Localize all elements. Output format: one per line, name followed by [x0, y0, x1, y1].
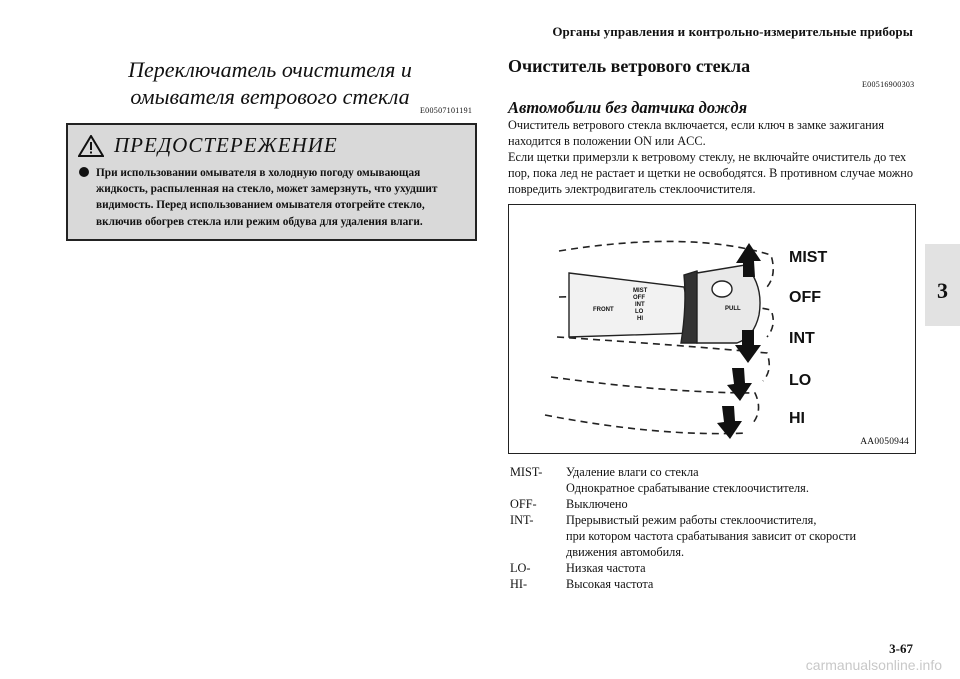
figure-label-hi: HI: [789, 410, 805, 427]
legend-key: OFF-: [510, 497, 537, 511]
legend-key: HI-: [510, 577, 528, 591]
wiper-stalk-figure: [508, 204, 916, 454]
wiper-code: E00516900303: [862, 80, 915, 89]
stalk-lo-label: LO: [635, 309, 644, 315]
legend-line: Прерывистый режим работы стеклоочистителя,: [566, 513, 817, 527]
stalk-front-label: FRONT: [593, 307, 614, 313]
stalk-pull-label: PULL: [725, 306, 741, 312]
legend-description: [566, 576, 920, 592]
section-title-line1: Переключатель очистителя и: [128, 57, 412, 82]
page-number: 3-67: [889, 641, 913, 656]
section-title: [70, 56, 470, 110]
section-title-line2: омывателя ветрового стекла: [130, 84, 410, 109]
warning-title: ПРЕДОСТЕРЕЖЕНИЕ: [114, 133, 338, 157]
section-code: E00507101191: [420, 106, 473, 115]
warning-text: При использовании омывателя в холодную погоду омывающая жидкость, распыленная на стекло, может замерзнуть, что ухудшит видимость. Перед использованием омывателя отогрейте стекло, включив обогрев стекла или режим обдува для удаления влаги.: [96, 167, 438, 228]
watermark-link[interactable]: carmanualsonline.info: [805, 657, 942, 673]
stalk-mist-label: MIST: [633, 288, 648, 294]
figure-label-lo: LO: [789, 372, 812, 389]
rain-sensor-subheading: Автомобили без датчика дождя: [508, 98, 748, 117]
legend-line: Однократное срабатывание стеклоочистителя.: [566, 481, 809, 495]
warning-box: [66, 123, 477, 241]
warning-triangle-icon: [78, 135, 104, 157]
figure-label-mist: MIST: [789, 249, 828, 266]
legend-key: LO-: [510, 561, 531, 575]
wiper-stalk-illustration: [509, 205, 917, 455]
legend-description: [566, 496, 920, 512]
wiper-heading: Очиститель ветрового стекла: [508, 56, 751, 76]
legend-line: Высокая частота: [566, 577, 654, 591]
legend-row-off: [510, 496, 920, 512]
legend-line: Выключено: [566, 497, 628, 511]
legend-row-int: [510, 512, 920, 560]
chapter-number: 3: [937, 278, 948, 303]
legend-row-lo: [510, 560, 920, 576]
stalk-hi-label: HI: [637, 316, 643, 322]
legend-description: [566, 464, 920, 496]
legend-row-hi: [510, 576, 920, 592]
legend-line: при котором частота срабатывания зависит от скорости: [566, 529, 857, 543]
legend-line: Низкая частота: [566, 561, 646, 575]
legend-key: INT-: [510, 513, 534, 527]
chapter-tab: [925, 244, 960, 326]
legend-row-mist: [510, 464, 920, 496]
stalk-int-label: INT: [635, 302, 645, 308]
mode-legend: [510, 464, 920, 592]
figure-code: AA0050944: [860, 437, 909, 447]
bullet-icon: [79, 167, 89, 177]
paragraph-frozen-wipers: Если щетки примерзли к ветровому стеклу, не включайте очиститель до тех пор, пока лед не растает и щетки не освободятся. В противном случае можно повредить электродвигатель стеклоочистителя.: [508, 150, 914, 196]
stalk-off-label: OFF: [633, 295, 645, 301]
legend-key: MIST-: [510, 465, 543, 479]
legend-line: Удаление влаги со стекла: [566, 465, 699, 479]
legend-description: [566, 512, 920, 560]
paragraph-activation: Очиститель ветрового стекла включается, если ключ в замке зажигания находится в положении ON или ACC.: [508, 118, 884, 148]
warning-text-item: [78, 165, 468, 230]
legend-line: движения автомобиля.: [566, 545, 685, 559]
arrow-down-icon: [727, 368, 752, 401]
warning-header: [78, 133, 338, 158]
legend-description: [566, 560, 920, 576]
figure-label-int: INT: [789, 330, 815, 347]
figure-label-off: OFF: [789, 289, 821, 306]
page-header-title: Органы управления и контрольно-измерительные приборы: [552, 24, 913, 39]
